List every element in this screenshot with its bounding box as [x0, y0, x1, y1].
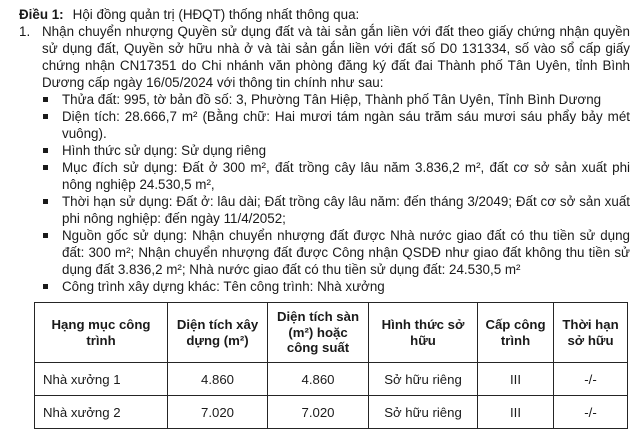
cell-ownership-term: -/-	[554, 396, 628, 429]
cell-ownership-form: Sở hữu riêng	[369, 396, 478, 429]
article-heading-text: Hội đồng quản trị (HĐQT) thống nhất thông qua:	[72, 7, 360, 22]
cell-grade: III	[478, 396, 554, 429]
bullet-item	[42, 278, 630, 295]
bullet-square-icon	[42, 227, 62, 278]
article-heading	[19, 6, 630, 23]
construction-table	[34, 302, 628, 429]
cell-category: Nhà xưởng 1	[35, 363, 168, 396]
bullet-square-icon	[42, 159, 62, 193]
bullet-text-usage-origin: Nguồn gốc sử dụng: Nhận chuyển nhượng đất được Nhà nước giao đất có thu tiền sử dụng đất: 300 m²; Nhận chuyển nhượng đất được Công nhận QSDĐ như giao đất không thu tiền sử dụng đất 3.836,2 m²; Nhà nước giao đất có thu tiền sử dụng đất: 24.530,5 m²	[62, 228, 630, 277]
bullet-list	[19, 91, 630, 295]
cell-ownership-form: Sở hữu riêng	[369, 363, 478, 396]
item-number: 1.	[19, 24, 31, 39]
header-cell-build-area: Diện tích xây dựng (m²)	[168, 303, 268, 363]
header-cell-ownership-term: Thời hạn sở hữu	[554, 303, 628, 363]
bullet-text-area: Diện tích: 28.666,7 m² (Bằng chữ: Hai mươi tám ngàn sáu trăm sáu mươi sáu phẩy bảy mét vuông).	[62, 109, 630, 141]
bullet-item	[42, 91, 630, 108]
header-cell-ownership-form: Hình thức sở hữu	[369, 303, 478, 363]
cell-grade: III	[478, 363, 554, 396]
cell-build-area: 4.860	[168, 363, 268, 396]
article-heading-label: Điều 1:	[19, 7, 64, 22]
numbered-item	[19, 23, 630, 91]
header-cell-category: Hạng mục công trình	[35, 303, 168, 363]
table-header-row	[35, 303, 628, 363]
bullet-text-usage-form: Hình thức sử dụng: Sử dụng riêng	[62, 143, 267, 158]
cell-build-area: 7.020	[168, 396, 268, 429]
bullet-square-icon	[42, 193, 62, 227]
bullet-text-usage-term: Thời hạn sử dụng: Đất ở: lâu dài; Đất trồng cây lâu năm: đến tháng 3/2049; Đất cơ sở sản xuất phi nông nghiệp: đến ngày 11/4/2052;	[62, 194, 630, 226]
bullet-item	[42, 142, 630, 159]
cell-floor-area: 7.020	[268, 396, 369, 429]
bullet-item	[42, 159, 630, 193]
table-row	[35, 396, 628, 429]
cell-ownership-term: -/-	[554, 363, 628, 396]
bullet-item	[42, 227, 630, 278]
cell-floor-area: 4.860	[268, 363, 369, 396]
bullet-text-other-construction: Công trình xây dựng khác: Tên công trình: Nhà xưởng	[62, 279, 385, 294]
bullet-text-parcel: Thửa đất: 995, tờ bản đồ số: 3, Phường Tân Hiệp, Thành phố Tân Uyên, Tỉnh Bình Dương	[62, 92, 602, 107]
item-paragraph: Nhận chuyển nhượng Quyền sử dụng đất và tài sản gắn liền với đất theo giấy chứng nhận quyền sử dụng đất, Quyền sở hữu nhà ở và tài sản gắn liền với đất số D0 131334, số vào sổ cấp giấy chứng nhận CN17351 do Chi nhánh văn phòng đăng ký đất đai Thành phố Tân Uyên, tỉnh Bình Dương cấp ngày 16/05/2024 với thông tin chính như sau:	[42, 24, 630, 90]
table-row	[35, 363, 628, 396]
bullet-item	[42, 108, 630, 142]
bullet-text-usage-purpose: Mục đích sử dụng: Đất ở 300 m², đất trồng cây lâu năm 3.836,2 m², đất cơ sở sản xuất phi nông nghiệp 24.530,5 m²,	[62, 160, 630, 192]
header-cell-grade: Cấp công trình	[478, 303, 554, 363]
bullet-square-icon	[42, 142, 62, 159]
bullet-item	[42, 193, 630, 227]
bullet-square-icon	[42, 91, 62, 108]
cell-category: Nhà xưởng 2	[35, 396, 168, 429]
bullet-square-icon	[42, 278, 62, 295]
header-cell-floor-area: Diện tích sàn (m²) hoặc công suất	[268, 303, 369, 363]
bullet-square-icon	[42, 108, 62, 142]
